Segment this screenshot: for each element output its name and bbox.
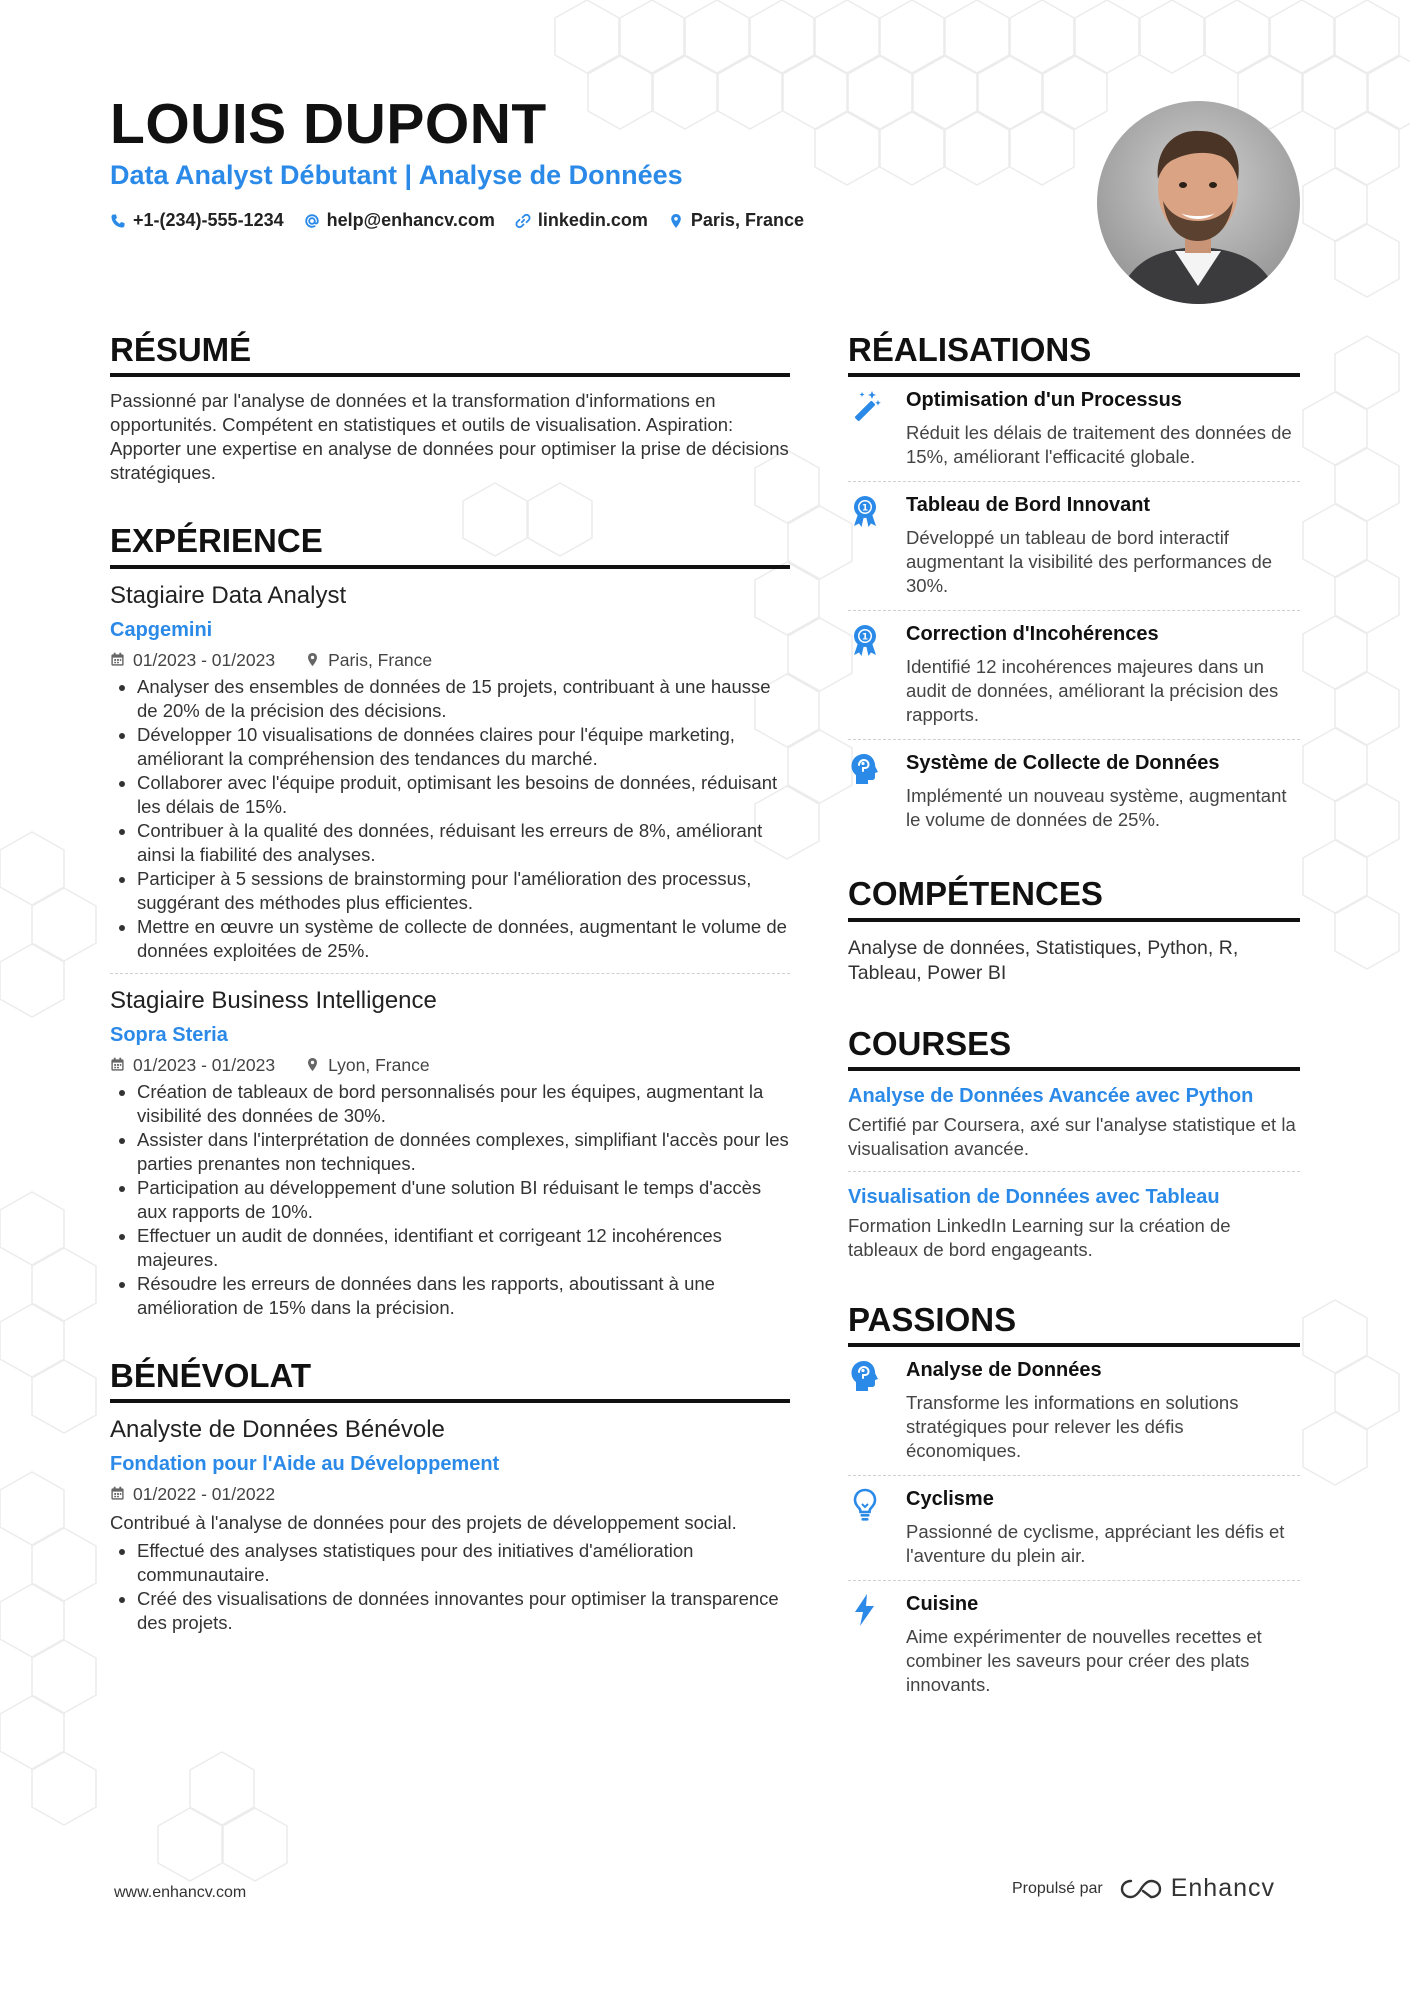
passion-description: Passionné de cyclisme, appréciant les défis et l'aventure du plein air. bbox=[906, 1521, 1285, 1567]
list-item: • Assister dans l'interprétation de données complexes, simplifiant l'accès pour les parties prenantes non techniques. bbox=[137, 1128, 790, 1176]
profile-photo bbox=[1097, 101, 1300, 304]
experience-dates bbox=[110, 649, 275, 671]
experience-company: Capgemini bbox=[110, 618, 213, 641]
section-divider bbox=[848, 1171, 1300, 1172]
experience-dates-text: 01/2023 - 01/2023 bbox=[133, 1054, 276, 1075]
profile-photo-illustration bbox=[1097, 101, 1300, 304]
calendar-icon bbox=[110, 652, 125, 667]
achievement-description: Identifié 12 incohérences majeures dans un audit de données, améliorant la précision des rapports. bbox=[906, 656, 1279, 726]
candidate-headline: Data Analyst Débutant | Analyse de Données bbox=[110, 160, 683, 190]
achievement-title: Optimisation d'un Processus bbox=[906, 389, 1182, 412]
candidate-name: LOUIS DUPONT bbox=[110, 92, 547, 156]
course-description: Certifié par Coursera, axé sur l'analyse statistique et la visualisation avancée. bbox=[848, 1113, 1296, 1159]
experience-role: Stagiaire Business Intelligence bbox=[110, 986, 437, 1014]
award-ribbon-icon bbox=[848, 494, 882, 528]
list-item: • Participation au développement d'une solution BI réduisant le temps d'accès aux rapports de 10%. bbox=[137, 1176, 790, 1224]
svg-text:1: 1 bbox=[861, 632, 869, 643]
contact-linkedin-text: linkedin.com bbox=[537, 210, 648, 230]
courses-title: COURSES bbox=[848, 1026, 1300, 1071]
list-item: • Mettre en œuvre un système de collecte de données, augmentant le volume de données exploitées de 25%. bbox=[137, 915, 790, 963]
head-brain-icon bbox=[848, 1359, 882, 1393]
experience-bullets bbox=[110, 675, 790, 963]
left-column bbox=[110, 332, 790, 1635]
list-item: • Résoudre les erreurs de données dans les rapports, aboutissant à une amélioration de 15% dans la précision. bbox=[137, 1272, 790, 1320]
achievements-title: RÉALISATIONS bbox=[848, 332, 1300, 377]
list-item: • Création de tableaux de bord personnalisés pour les équipes, augmentant la visibilité des données de 30%. bbox=[137, 1080, 790, 1128]
magic-wand-icon bbox=[848, 389, 882, 423]
contact-email-text: help@enhancv.com bbox=[326, 210, 495, 230]
lightbulb-icon bbox=[848, 1488, 882, 1522]
calendar-icon bbox=[110, 1057, 125, 1072]
achievement-description: Développé un tableau de bord interactif augmentant la visibilité des performances de 30%. bbox=[906, 527, 1273, 597]
achievement-title: Tableau de Bord Innovant bbox=[906, 494, 1151, 517]
course-description: Formation LinkedIn Learning sur la création de tableaux de bord engageants. bbox=[848, 1214, 1231, 1260]
volunteer-role: Analyste de Données Bénévole bbox=[110, 1415, 445, 1443]
award-ribbon-icon bbox=[848, 623, 882, 657]
experience-dates bbox=[110, 1054, 275, 1076]
location-icon bbox=[305, 652, 320, 667]
phone-icon bbox=[110, 213, 126, 229]
passion-item bbox=[848, 1581, 1300, 1709]
powered-by-label: Propulsé par bbox=[1012, 1879, 1103, 1897]
summary-title: RÉSUMÉ bbox=[110, 332, 790, 377]
experience-dates-text: 01/2023 - 01/2023 bbox=[133, 649, 276, 670]
list-item: • Effectué des analyses statistiques pour des initiatives d'amélioration communautaire. bbox=[137, 1539, 790, 1587]
footer-website-link[interactable]: www.enhancv.com bbox=[114, 1884, 247, 1901]
contact-location bbox=[668, 210, 804, 231]
calendar-icon bbox=[110, 1486, 125, 1501]
passion-item bbox=[848, 1347, 1300, 1475]
experience-item-capgemini bbox=[110, 581, 790, 963]
passion-item bbox=[848, 1476, 1300, 1580]
experience-meta bbox=[110, 1054, 790, 1076]
courses-section bbox=[848, 1026, 1300, 1262]
course-title: Visualisation de Données avec Tableau bbox=[848, 1185, 1220, 1208]
volunteer-description: Contribué à l'analyse de données pour des projets de développement social. bbox=[110, 1511, 737, 1533]
experience-company: Sopra Steria bbox=[110, 1023, 228, 1046]
contact-phone-text: +1-(234)-555-1234 bbox=[133, 210, 284, 230]
enhancv-brand-name: Enhancv bbox=[1170, 1874, 1276, 1902]
contact-phone[interactable] bbox=[110, 210, 284, 231]
experience-title: EXPÉRIENCE bbox=[110, 523, 790, 568]
achievement-title: Système de Collecte de Données bbox=[906, 752, 1220, 775]
experience-section bbox=[110, 523, 790, 1319]
volunteer-title: BÉNÉVOLAT bbox=[110, 1358, 790, 1403]
volunteer-organization: Fondation pour l'Aide au Développement bbox=[110, 1452, 500, 1475]
achievement-title: Correction d'Incohérences bbox=[906, 623, 1159, 646]
summary-text: Passionné par l'analyse de données et la transformation d'informations en opportunités. Compétent en statistiques et outils de visualisation. Aspiration: Apporter une expertise en analyse de données pour optimiser la prise de décisions stratégiques. bbox=[110, 390, 789, 484]
experience-item-sopra-steria bbox=[110, 986, 790, 1320]
achievement-item bbox=[848, 482, 1300, 610]
volunteer-dates bbox=[110, 1483, 275, 1505]
list-item: • Créé des visualisations de données innovantes pour optimiser la transparence des projets. bbox=[137, 1587, 790, 1635]
link-icon bbox=[515, 213, 531, 229]
passions-title: PASSIONS bbox=[848, 1302, 1300, 1347]
at-icon bbox=[304, 213, 320, 229]
achievement-item bbox=[848, 611, 1300, 739]
course-title: Analyse de Données Avancée avec Python bbox=[848, 1084, 1254, 1107]
passion-title: Cuisine bbox=[906, 1593, 979, 1616]
volunteer-item bbox=[110, 1415, 790, 1635]
location-icon bbox=[305, 1057, 320, 1072]
achievement-item bbox=[848, 740, 1300, 844]
experience-bullets bbox=[110, 1080, 790, 1320]
right-column bbox=[848, 332, 1300, 1709]
achievements-section bbox=[848, 332, 1300, 844]
list-item: • Analyser des ensembles de données de 15 projets, contribuant à une hausse de 20% de la précision des décisions. bbox=[137, 675, 790, 723]
contact-linkedin[interactable] bbox=[515, 210, 648, 231]
footer-powered-by[interactable] bbox=[1012, 1874, 1275, 1903]
list-item: • Collaborer avec l'équipe produit, optimisant les besoins de données, réduisant les délais de 15%. bbox=[137, 771, 790, 819]
location-icon bbox=[668, 213, 684, 229]
passion-description: Transforme les informations en solutions stratégiques pour relever les défis économiques. bbox=[906, 1392, 1239, 1462]
achievement-description: Réduit les délais de traitement des données de 15%, améliorant l'efficacité globale. bbox=[906, 422, 1292, 468]
skills-section bbox=[848, 876, 1300, 985]
experience-role: Stagiaire Data Analyst bbox=[110, 581, 347, 609]
experience-location-text: Paris, France bbox=[328, 649, 433, 670]
experience-location bbox=[305, 649, 432, 671]
skills-title: COMPÉTENCES bbox=[848, 876, 1300, 921]
contact-bar bbox=[110, 210, 804, 231]
experience-meta bbox=[110, 649, 790, 671]
volunteer-dates-text: 01/2022 - 01/2022 bbox=[133, 1483, 276, 1504]
section-divider bbox=[110, 973, 790, 974]
volunteer-bullets bbox=[110, 1539, 790, 1635]
skills-text: Analyse de données, Statistiques, Python, R, Tableau, Power BI bbox=[848, 936, 1239, 984]
contact-location-text: Paris, France bbox=[690, 210, 804, 230]
lightning-bolt-icon bbox=[848, 1593, 882, 1627]
passions-section bbox=[848, 1302, 1300, 1709]
course-item bbox=[848, 1083, 1300, 1161]
enhancv-logo-icon bbox=[1119, 1877, 1163, 1901]
passion-title: Analyse de Données bbox=[906, 1359, 1102, 1382]
contact-email[interactable] bbox=[304, 210, 495, 231]
summary-section bbox=[110, 332, 790, 485]
svg-text:1: 1 bbox=[861, 503, 869, 514]
achievement-item bbox=[848, 377, 1300, 481]
passion-description: Aime expérimenter de nouvelles recettes et combiner les saveurs pour créer des plats innovants. bbox=[906, 1626, 1262, 1696]
head-brain-icon bbox=[848, 752, 882, 786]
volunteer-section bbox=[110, 1358, 790, 1635]
list-item: • Développer 10 visualisations de données claires pour l'équipe marketing, améliorant la compréhension des tendances du marché. bbox=[137, 723, 790, 771]
experience-location-text: Lyon, France bbox=[328, 1054, 430, 1075]
list-item: • Contribuer à la qualité des données, réduisant les erreurs de 8%, améliorant ainsi la fiabilité des analyses. bbox=[137, 819, 790, 867]
experience-location bbox=[305, 1054, 430, 1076]
list-item: • Effectuer un audit de données, identifiant et corrigeant 12 incohérences majeures. bbox=[137, 1224, 790, 1272]
volunteer-meta bbox=[110, 1483, 790, 1505]
passion-title: Cyclisme bbox=[906, 1488, 994, 1511]
enhancv-logo bbox=[1119, 1874, 1275, 1903]
achievement-description: Implémenté un nouveau système, augmentant le volume de données de 25%. bbox=[906, 785, 1287, 831]
course-item bbox=[848, 1184, 1300, 1262]
list-item: • Participer à 5 sessions de brainstorming pour l'amélioration des processus, suggérant des méthodes plus efficientes. bbox=[137, 867, 790, 915]
